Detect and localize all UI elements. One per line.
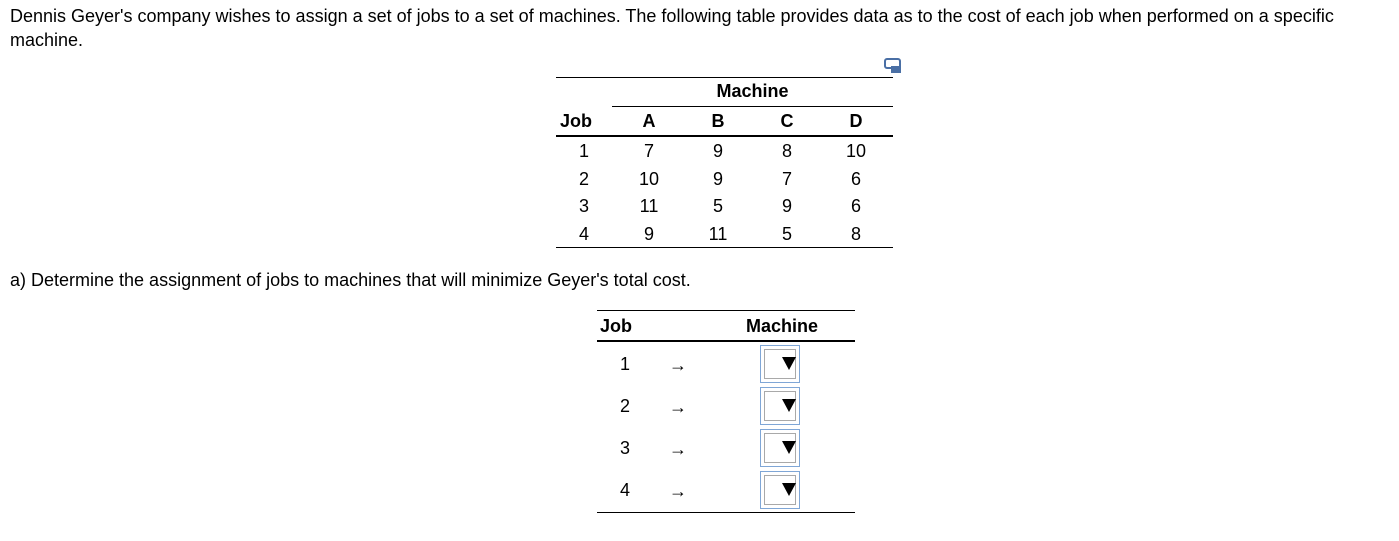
machine-select-job-3[interactable] — [760, 429, 800, 467]
assignment-table — [597, 309, 855, 515]
job-cell: 2 — [619, 396, 630, 416]
dropdown-arrow-icon — [782, 483, 796, 496]
table-bottom-rule — [556, 247, 893, 248]
copy-icon[interactable] — [884, 57, 904, 75]
dropdown-arrow-icon — [782, 441, 796, 454]
job-cell: 4 — [619, 480, 630, 500]
cost-cell: 10 — [845, 141, 867, 161]
header-rule — [556, 135, 893, 137]
table-top-rule — [597, 310, 855, 311]
cost-cell: 9 — [712, 141, 723, 161]
job-cell: 1 — [619, 354, 630, 374]
machine-header-a: A — [642, 111, 656, 131]
machine-select-job-4[interactable] — [760, 471, 800, 509]
cost-cell: 8 — [781, 141, 792, 161]
machine-header-d: D — [849, 111, 863, 131]
problem-intro-text: Dennis Geyer's company wishes to assign a set of jobs to a set of machines. The following table provides data as to the cost of each job when performed on a specific machine. — [10, 6, 1334, 50]
cost-cell: 6 — [850, 169, 861, 189]
arrow-icon: → — [669, 481, 687, 501]
machine-header-rule — [612, 106, 893, 107]
cost-cell: 7 — [643, 141, 654, 161]
job-column-header: Job — [599, 316, 632, 336]
job-cell: 3 — [619, 438, 630, 458]
job-cell: 4 — [578, 224, 589, 244]
cost-cell: 9 — [781, 196, 792, 216]
cost-cell: 5 — [781, 224, 792, 244]
job-cell: 3 — [578, 196, 589, 216]
dropdown-arrow-icon — [782, 357, 796, 370]
job-column-header: Job — [559, 111, 592, 131]
table-bottom-rule — [597, 512, 855, 513]
job-cell: 2 — [578, 169, 589, 189]
header-rule — [597, 340, 855, 342]
machine-header-c: C — [780, 111, 794, 131]
machine-select-job-2[interactable] — [760, 387, 800, 425]
machine-header-b: B — [711, 111, 725, 131]
job-cell: 1 — [578, 141, 589, 161]
cost-cell: 8 — [850, 224, 861, 244]
cost-cell: 10 — [638, 169, 660, 189]
cost-cell: 9 — [712, 169, 723, 189]
cost-cell: 6 — [850, 196, 861, 216]
cost-cell: 5 — [712, 196, 723, 216]
arrow-icon: → — [669, 397, 687, 417]
arrow-icon: → — [669, 439, 687, 459]
dropdown-arrow-icon — [782, 399, 796, 412]
machine-group-header: Machine — [716, 81, 789, 101]
question-a-text: a) Determine the assignment of jobs to machines that will minimize Geyer's total cost. — [10, 270, 691, 290]
cost-cell: 11 — [639, 196, 659, 216]
cost-cell: 11 — [708, 224, 728, 244]
cost-cell: 9 — [643, 224, 654, 244]
table-top-rule — [556, 77, 893, 78]
machine-select-job-1[interactable] — [760, 345, 800, 383]
machine-column-header: Machine — [745, 316, 819, 336]
cost-cell: 7 — [781, 169, 792, 189]
arrow-icon: → — [669, 355, 687, 375]
